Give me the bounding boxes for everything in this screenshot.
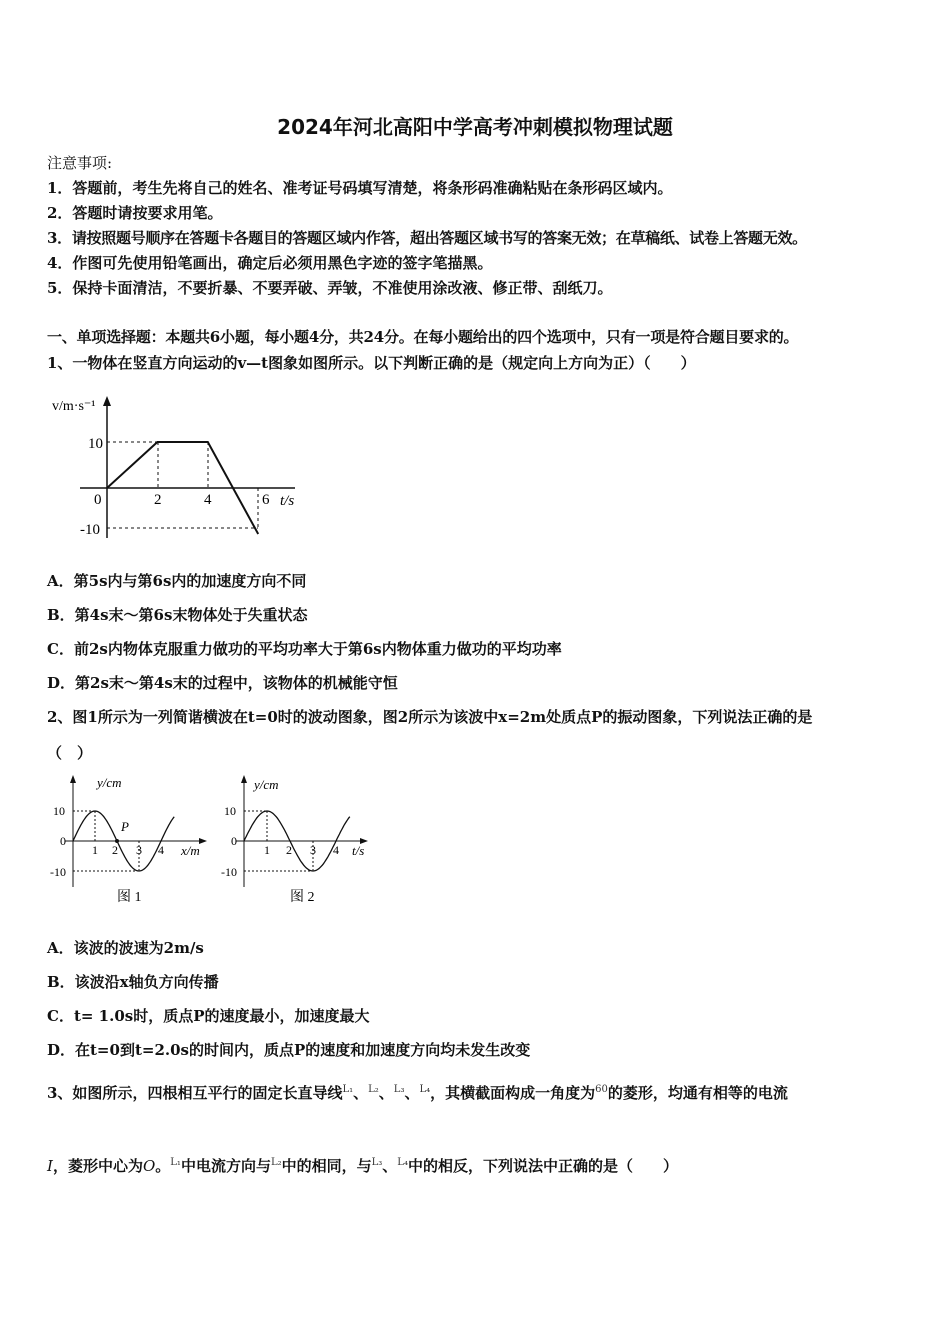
tick-label: 6 [262,492,270,508]
tick-label: -10 [221,865,237,879]
q2-stem: 2、图1所示为一列简谐横波在t=0时的波动图象，图2所示为该波中x=2m处质点P的振动图象，下列说法正确的是 [47,708,813,726]
q1-vt-chart [50,392,310,542]
tick-label: 3 [310,843,316,857]
wire-l2: L₂ [368,1084,379,1095]
q1-option-c: C．前2s内物体克服重力做功的平均功率大于第6s内物体重力做功的平均功率 [47,640,562,658]
fig2-ylabel: y/cm [254,777,279,792]
y-axis-arrow [103,396,111,406]
tick-label: 1 [92,843,98,857]
q2-figure-1 [45,775,215,910]
x-axis-arrow [199,838,207,844]
separator: 、 [353,1084,369,1102]
q1-option-d: D．第2s末～第4s末的过程中，该物体的机械能守恒 [47,674,398,692]
tick-label: 1 [264,843,270,857]
y-axis-arrow [241,775,247,783]
q1-ylabel: v/m·s⁻¹ [52,399,96,414]
wire-l4: L₄ [419,1084,431,1095]
y-axis-arrow [70,775,76,783]
wire-l2: L₂ [270,1157,282,1168]
notice-item: 5．保持卡面清洁，不要折暴、不要弄破、弄皱，不准使用涂改液、修正带、刮纸刀。 [47,279,613,297]
wire-l1: L₁ [170,1157,181,1168]
q2-option-b: B．该波沿x轴负方向传播 [47,973,219,991]
q1-xlabel: t/s [280,493,295,509]
q3-text: 中的相同，与 [281,1157,372,1175]
tick-label: 10 [53,804,65,818]
separator: 、 [404,1084,420,1102]
notice-item: 2．答题时请按要求用笔。 [47,204,223,222]
q3-text: 。 [155,1157,171,1175]
section-heading: 一、单项选择题：本题共6小题，每小题4分，共24分。在每小题给出的四个选项中，只有一项是符合题目要求的。 [47,328,799,346]
q3-text: 中的相反，下列说法中正确的是（ ） [407,1157,678,1175]
tick-label: 2 [112,843,118,857]
q2-option-c: C．t= 1.0s时，质点P的速度最小，加速度最大 [47,1007,370,1025]
tick-label: 0 [231,834,237,848]
fig1-caption: 图 1 [117,890,142,905]
q2-paren: （ ） [47,744,93,762]
tick-label: -10 [80,522,100,538]
tick-label: 2 [154,492,162,508]
wire-l4: L₄ [397,1157,408,1168]
tick-label: 4 [204,492,212,508]
q2-figure-2 [218,775,388,910]
tick-label: 0 [94,492,102,508]
tick-label: 3 [136,843,142,857]
q3-stem-line2 [47,1155,678,1176]
q2-option-a: A．该波的波速为2m/s [47,939,204,957]
tick-label: 4 [333,843,339,857]
tick-label: 2 [286,843,292,857]
fig1-xlabel: x/m [181,843,200,858]
separator: 、 [378,1084,394,1102]
q2-option-d: D．在t=0到t=2.0s的时间内，质点P的速度和加速度方向均未发生改变 [47,1041,531,1059]
q3-text: ，菱形中心为 [52,1157,143,1175]
wire-l3: L₃ [393,1084,405,1095]
current-symbol: I [47,1157,53,1175]
q1-option-b: B．第4s末～第6s末物体处于失重状态 [47,606,308,624]
tick-label: 10 [88,436,103,452]
q3-text: 中电流方向与 [180,1157,271,1175]
angle-value: 60 [595,1084,608,1095]
page-title: 2024年河北高阳中学高考冲刺模拟物理试题 [277,115,673,139]
center-symbol: O [142,1157,156,1175]
wire-l1: L₁ [342,1084,354,1095]
separator: 、 [382,1157,398,1175]
q3-text: 的菱形，均通有相等的电流 [607,1084,788,1102]
point-p-label: P [121,819,129,834]
tick-label: 0 [60,834,66,848]
tick-label: 10 [224,804,236,818]
notice-heading: 注意事项: [47,154,113,172]
notice-item: 1．答题前，考生先将自己的姓名、准考证号码填写清楚，将条形码准确粘贴在条形码区域内。 [47,179,673,197]
q3-text: ，其横截面构成一角度为 [430,1084,596,1102]
tick-label: -10 [50,865,66,879]
fig1-ylabel: y/cm [97,775,122,790]
tick-label: 4 [158,843,164,857]
wire-l3: L₃ [371,1157,383,1168]
q3-text: 3、如图所示，四根相互平行的固定长直导线 [47,1084,343,1102]
q3-stem-line1 [47,1082,788,1103]
notice-item: 4．作图可先使用铅笔画出，确定后必须用黑色字迹的签字笔描黑。 [47,254,493,272]
q1-stem: 1、一物体在竖直方向运动的v—t图象如图所示。以下判断正确的是（规定向上方向为正）（ ） [47,354,696,372]
notice-item: 3．请按照题号顺序在答题卡各题目的答题区域内作答，超出答题区域书写的答案无效；在草稿纸、试卷上答题无效。 [47,229,807,247]
fig2-caption: 图 2 [290,890,315,905]
fig2-xlabel: t/s [352,843,365,858]
q1-option-a: A．第5s内与第6s内的加速度方向不同 [47,572,307,590]
